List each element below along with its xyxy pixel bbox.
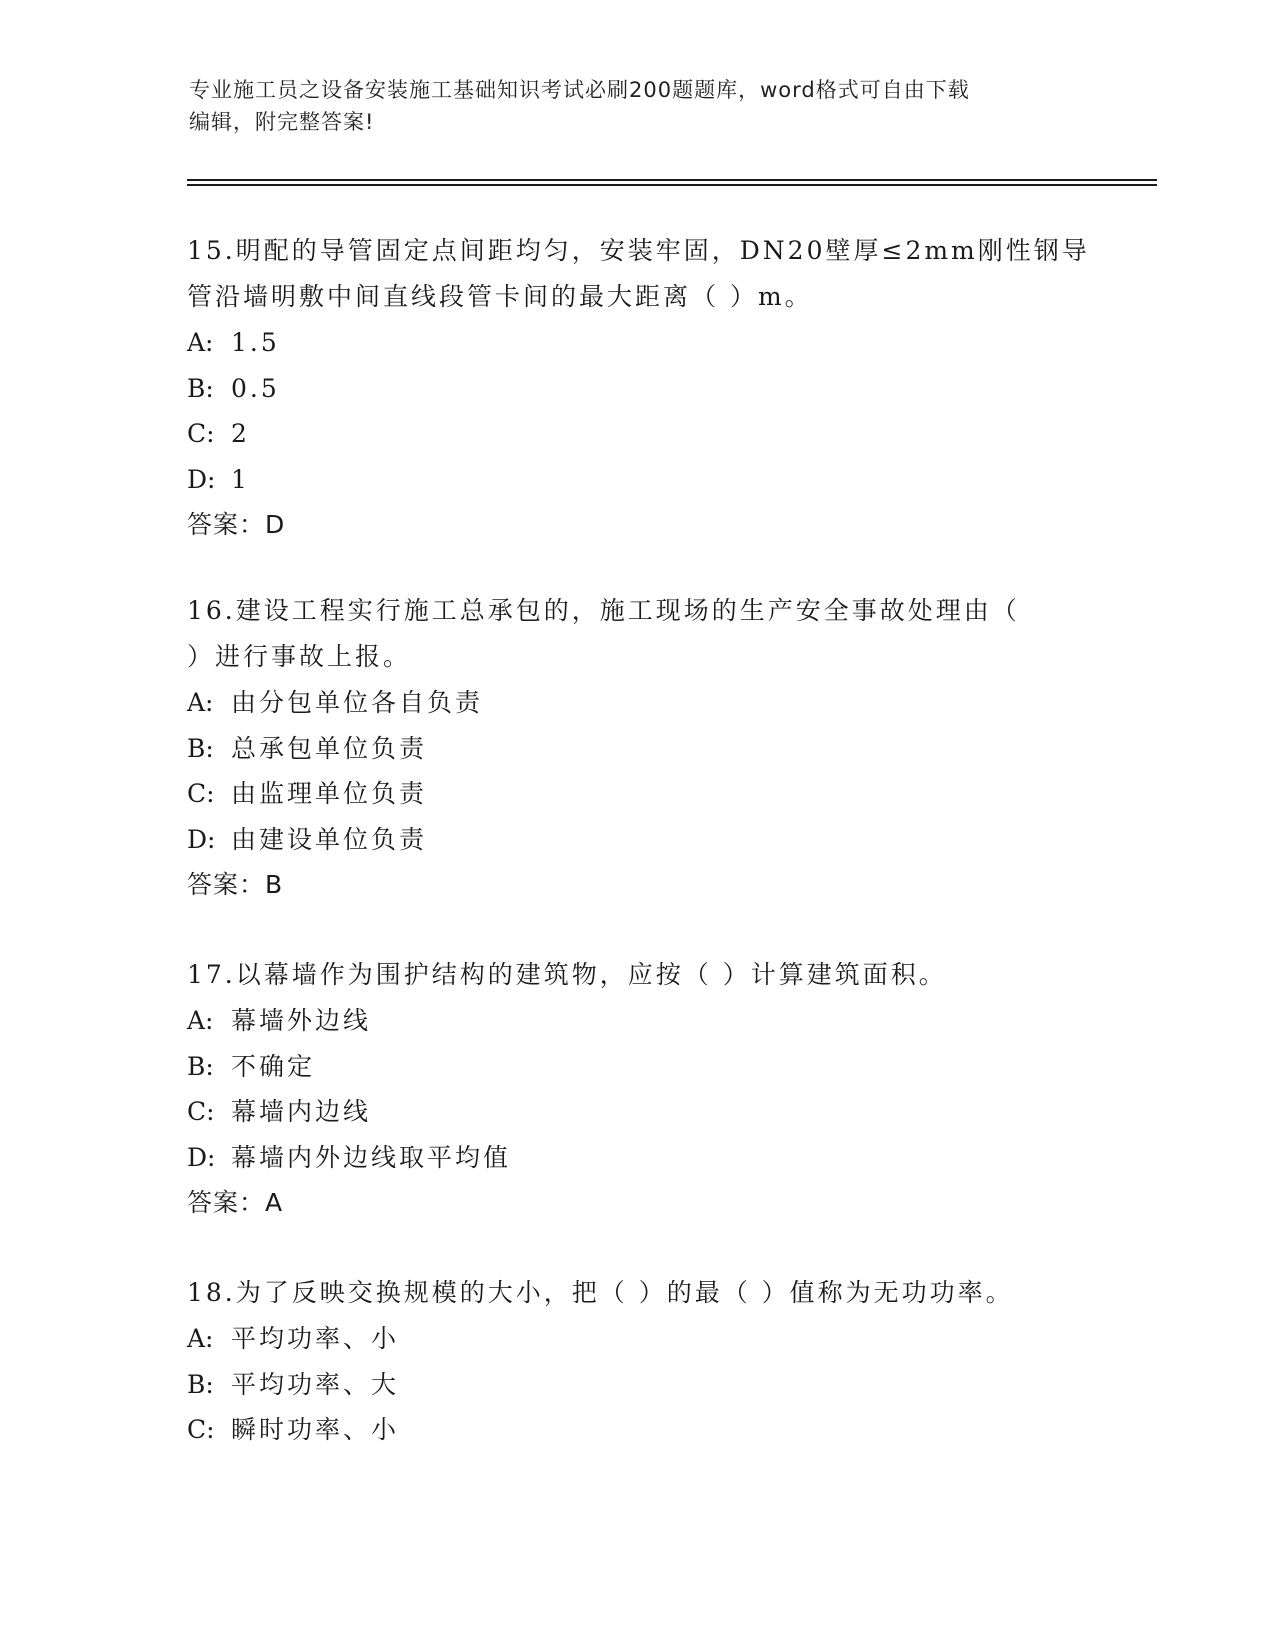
question-16 (187, 588, 1087, 908)
option-b (187, 1044, 1087, 1090)
option-c (187, 771, 1087, 817)
header-title-line-2: 编辑，附完整答案! (189, 110, 375, 134)
option-label: A: (187, 688, 214, 717)
option-label: D: (187, 464, 216, 494)
question-stem-line: 18.为了反映交换规模的大小，把（ ）的最（ ）值称为无功功率。 (187, 1278, 1014, 1307)
header-title-line-1: 专业施工员之设备安装施工基础知识考试必刷200题题库，word格式可自由下载 (189, 78, 970, 102)
option-d (187, 457, 1087, 503)
question-15 (187, 228, 1090, 548)
option-label: C: (187, 419, 215, 448)
option-label: A: (187, 1324, 214, 1353)
option-text: 由建设单位负责 (231, 824, 428, 854)
option-text: 1 (231, 464, 250, 494)
header-divider-top (187, 179, 1157, 181)
question-stem-line: ）进行事故上报。 (187, 642, 412, 671)
option-a (187, 1316, 1087, 1362)
header-divider-bottom (187, 184, 1157, 186)
option-a (187, 320, 1087, 366)
option-label: B: (187, 373, 214, 403)
option-label: A: (187, 328, 214, 357)
question-17 (187, 952, 1087, 1226)
option-c (187, 1089, 1087, 1135)
option-label: C: (187, 1097, 215, 1126)
document-header (189, 74, 1089, 138)
question-stem-line: 17.以幕墙作为围护结构的建筑物，应按（ ）计算建筑面积。 (187, 960, 947, 989)
question-18 (187, 1270, 1087, 1453)
option-text: 平均功率、小 (231, 1324, 400, 1353)
option-label: B: (187, 1051, 214, 1081)
option-label: B: (187, 1369, 214, 1399)
option-label: A: (187, 1006, 214, 1035)
option-label: B: (187, 733, 214, 763)
option-label: C: (187, 1415, 215, 1444)
option-text: 幕墙内外边线取平均值 (231, 1142, 512, 1172)
option-text: 总承包单位负责 (231, 733, 428, 763)
option-label: C: (187, 779, 215, 808)
option-c (187, 1407, 1087, 1453)
option-a (187, 680, 1087, 726)
option-c (187, 411, 1087, 457)
option-text: 不确定 (231, 1051, 316, 1081)
option-b (187, 366, 1087, 412)
option-text: 2 (231, 419, 250, 448)
option-b (187, 726, 1087, 772)
answer-line: 答案：B (187, 870, 284, 899)
option-text: 1.5 (231, 328, 280, 357)
option-text: 幕墙内边线 (231, 1097, 372, 1126)
question-stem-line: 16.建设工程实行施工总承包的，施工现场的生产安全事故处理由（ (187, 596, 1020, 625)
option-text: 0.5 (231, 373, 280, 403)
option-d (187, 817, 1087, 863)
option-d (187, 1135, 1087, 1181)
option-a (187, 998, 1087, 1044)
question-stem-line: 管沿墙明敷中间直线段管卡间的最大距离（ ）m。 (187, 282, 813, 311)
option-label: D: (187, 1142, 216, 1172)
option-text: 幕墙外边线 (231, 1006, 372, 1035)
option-b (187, 1362, 1087, 1408)
option-text: 由分包单位各自负责 (231, 688, 484, 717)
option-text: 平均功率、大 (231, 1369, 400, 1399)
answer-line: 答案：D (187, 510, 286, 539)
answer-line: 答案：A (187, 1188, 284, 1217)
option-text: 瞬时功率、小 (231, 1415, 400, 1444)
question-stem-line: 15.明配的导管固定点间距均匀，安装牢固，DN20壁厚≤2mm刚性钢导 (187, 236, 1090, 265)
option-text: 由监理单位负责 (231, 779, 428, 808)
option-label: D: (187, 824, 216, 854)
